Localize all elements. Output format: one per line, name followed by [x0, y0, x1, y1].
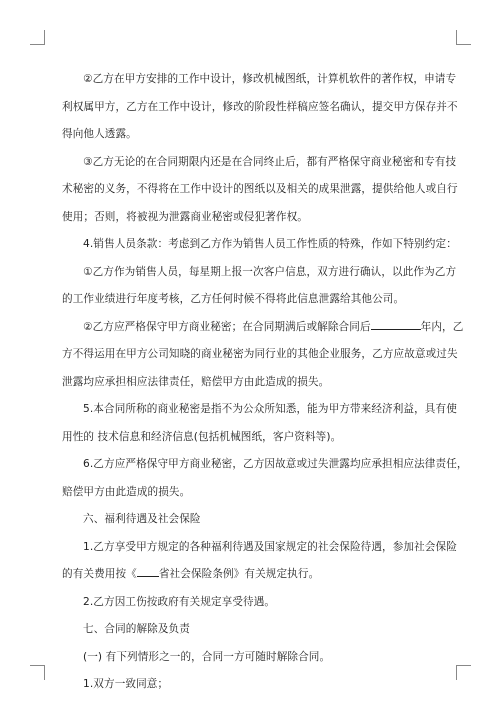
text-line: 5.本合同所称的商业秘密是指不为公众所知悉，能为甲方带来经济利益，具有使 [83, 403, 457, 415]
paragraph-trade-secret-definition [62, 396, 457, 451]
text-line: ①乙方作为销售人员，每星期上报一次客户信息，双方进行确认，以此作为乙方 [83, 265, 457, 278]
paragraph-termination-conditions [62, 644, 442, 672]
text-line: 用性的 技术信息和经济信息(包括机械图纸，客户资料等)。 [62, 430, 342, 443]
crop-mark-bottom-left [30, 665, 45, 680]
text-line: 6.乙方应严格保守甲方商业秘密，乙方因故意或过失泄露均应承担相应法律责任， [83, 458, 468, 470]
text-line: 4.销售人员条款：考虑到乙方作为销售人员工作性质的特殊，作如下特别约定： [83, 238, 457, 250]
paragraph-sales-clause [62, 231, 457, 259]
section-heading-welfare [62, 506, 442, 534]
fill-in-blank-province[interactable] [137, 566, 159, 577]
paragraph-customer-info [62, 259, 457, 314]
paragraph-copyright-ownership [62, 66, 458, 149]
paragraph-work-injury [62, 589, 442, 617]
text-segment: 的有关费用按《 [62, 568, 137, 580]
text-line [62, 561, 442, 589]
crop-mark-bottom-right [456, 665, 471, 680]
text-line: 术秘密的义务，不得将在工作中设计的图纸以及相关的成果泄露，提供给他人或自行 [62, 183, 458, 195]
paragraph-social-insurance [62, 534, 457, 589]
text-line: 得向他人透露。 [62, 128, 137, 140]
text-line: ②乙方在甲方安排的工作中设计，修改机械图纸，计算机软件的著作权，申请专 [83, 73, 457, 85]
text-line [62, 314, 464, 342]
fill-in-blank-years[interactable] [371, 319, 421, 330]
document-body [62, 66, 468, 699]
paragraph-mutual-agreement [62, 671, 442, 699]
heading-text: 七、合同的解除及负责 [83, 623, 190, 635]
crop-mark-top-left [30, 30, 45, 45]
section-heading-termination [62, 616, 442, 644]
text-line: 使用；否则，将被视为泄露商业秘密或侵犯著作权。 [62, 210, 308, 223]
text-line: 方不得运用在甲方公司知晓的商业秘密为同行业的其他企业服务，乙方应故意或过失 [62, 348, 458, 360]
text-segment: 省社会保险条例》有关规定执行。 [158, 568, 320, 580]
paragraph-confidentiality-duty [62, 149, 458, 232]
text-line: (一) 有下列情形之一的，合同一方可随时解除合同。 [83, 650, 331, 663]
text-line: 1.双方一致同意； [83, 678, 169, 690]
text-line: 2.乙方因工伤按政府有关规定享受待遇。 [83, 595, 276, 608]
text-segment: ②乙方应严格保守甲方商业秘密；在合同期满后或解除合同后 [83, 320, 371, 333]
paragraph-non-compete [62, 314, 464, 397]
text-line: ③乙方无论的在合同期限内还是在合同终止后，都有严格保守商业秘密和专有技 [83, 155, 457, 168]
text-line: 利权属甲方，乙方在工作中设计，修改的阶段性样稿应签名确认，提交甲方保存并不 [62, 100, 458, 113]
text-line: 泄露均应承担相应法律责任，赔偿甲方由此造成的损失。 [62, 375, 330, 388]
text-segment: 年内，乙 [420, 320, 464, 333]
text-line: 赔偿甲方由此造成的损失。 [62, 485, 191, 498]
text-line: 的工作业绩进行年度考核，乙方任何时候不得将此信息泄露给其他公司。 [62, 293, 405, 305]
heading-text: 六、福利待遇及社会保险 [83, 513, 201, 525]
crop-mark-top-right [456, 30, 471, 45]
paragraph-liability [62, 451, 468, 506]
text-line: 1.乙方享受甲方规定的各种福利待遇及国家规定的社会保险待遇，参加社会保险 [83, 540, 457, 553]
